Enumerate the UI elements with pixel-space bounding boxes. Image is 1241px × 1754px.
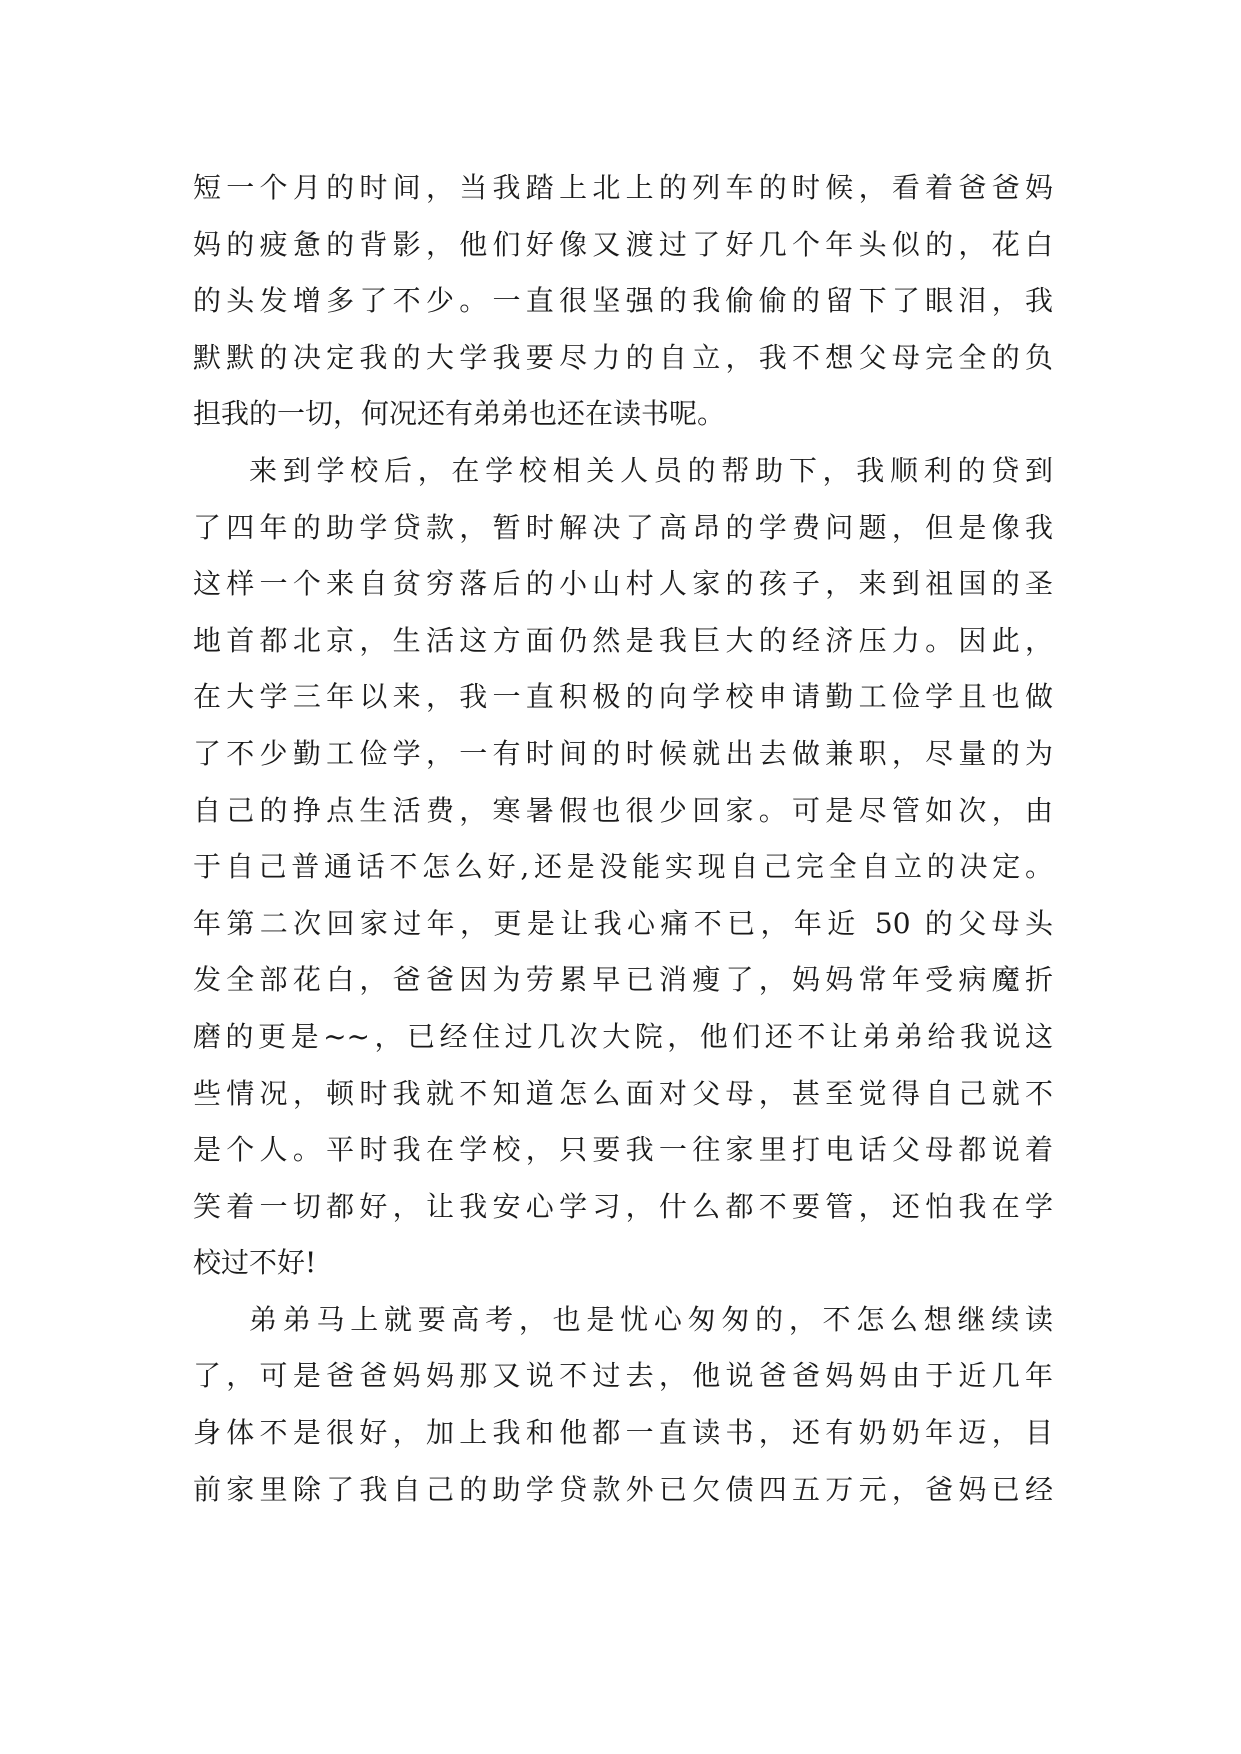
text-line: 担我的一切，何况还有弟弟也还在读书呢。 xyxy=(193,397,726,431)
text-line: 些情况，顿时我就不知道怎么面对父母，甚至觉得自己就不 xyxy=(193,1076,1053,1110)
text-line: 妈的疲惫的背影，他们好像又渡过了好几个年头似的，花白 xyxy=(193,227,1053,261)
text-line: 了不少勤工俭学，一有时间的时候就出去做兼职，尽量的为 xyxy=(193,736,1053,770)
text-line: 了四年的助学贷款，暂时解决了高昂的学费问题，但是像我 xyxy=(193,510,1053,544)
text-line: 自己的挣点生活费，寒暑假也很少回家。可是尽管如次，由 xyxy=(193,793,1053,827)
text-line: 是个人。平时我在学校，只要我一往家里打电话父母都说着 xyxy=(193,1133,1053,1167)
paragraph-start-line: 来到学校后，在学校相关人员的帮助下，我顺利的贷到 xyxy=(249,453,1053,487)
text-line: 短一个月的时间，当我踏上北上的列车的时候，看着爸爸妈 xyxy=(193,171,1053,204)
text-line: 校过不好! xyxy=(193,1246,317,1280)
text-line: 发全部花白，爸爸因为劳累早已消瘦了，妈妈常年受病魔折 xyxy=(193,963,1053,997)
text-line: 在大学三年以来，我一直积极的向学校申请勤工俭学且也做 xyxy=(193,680,1053,714)
text-line: 于自己普通话不怎么好,还是没能实现自己完全自立的决定。 xyxy=(193,850,1053,884)
text-line: 年第二次回家过年，更是让我心痛不已，年近 50 的父母头 xyxy=(193,906,1053,940)
text-line: 默默的决定我的大学我要尽力的自立，我不想父母完全的负 xyxy=(193,340,1053,374)
text-line: 笑着一切都好，让我安心学习，什么都不要管，还怕我在学 xyxy=(193,1189,1053,1223)
text-line: 前家里除了我自己的助学贷款外已欠债四五万元，爸妈已经 xyxy=(193,1472,1053,1506)
text-line: 磨的更是~~，已经住过几次大院，他们还不让弟弟给我说这 xyxy=(193,1019,1053,1053)
text-line: 的头发增多了不少。一直很坚强的我偷偷的留下了眼泪，我 xyxy=(193,284,1053,318)
text-line: 地首都北京，生活这方面仍然是我巨大的经济压力。因此， xyxy=(193,623,1053,657)
text-line: 了，可是爸爸妈妈那又说不过去，他说爸爸妈妈由于近几年 xyxy=(193,1359,1053,1393)
text-line: 身体不是很好，加上我和他都一直读书，还有奶奶年迈，目 xyxy=(193,1416,1053,1450)
text-line: 这样一个来自贫穷落后的小山村人家的孩子，来到祖国的圣 xyxy=(193,567,1053,601)
paragraph-start-line: 弟弟马上就要高考，也是忧心匆匆的，不怎么想继续读 xyxy=(249,1302,1053,1336)
body-text xyxy=(193,160,1053,1518)
